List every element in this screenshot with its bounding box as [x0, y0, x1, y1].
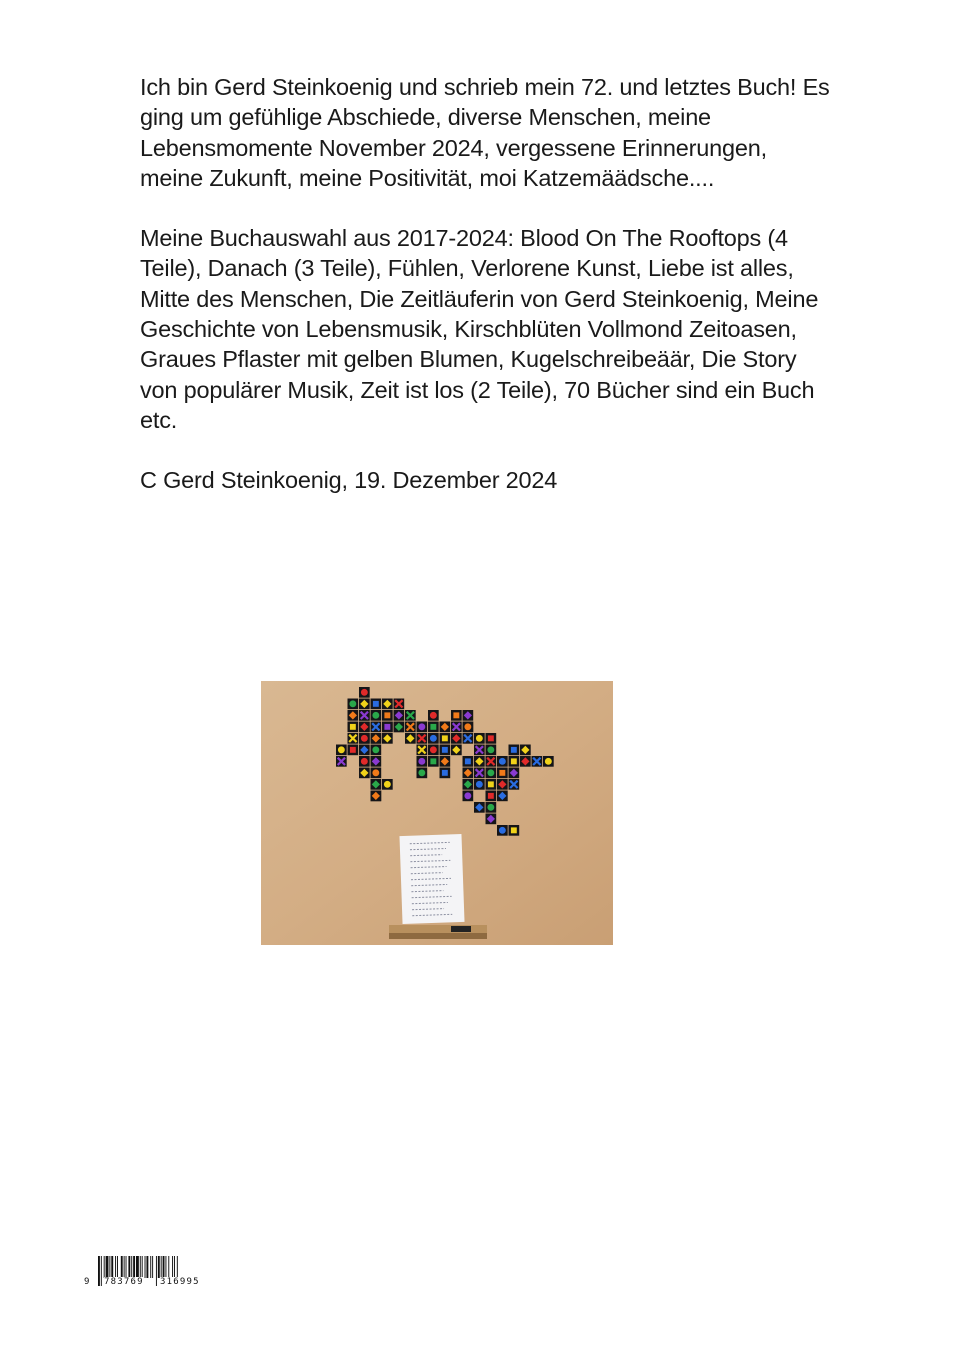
barcode-bar: [124, 1256, 125, 1278]
tile-symbol: [499, 770, 505, 776]
barcode-bar: [165, 1256, 166, 1278]
board-game-photo: [261, 681, 613, 945]
barcode-bar: [172, 1256, 173, 1278]
barcode-bar: [142, 1256, 143, 1278]
tile-symbol: [418, 769, 425, 776]
tile-symbol: [350, 747, 356, 753]
tile-symbol: [384, 724, 390, 730]
barcode-bar: [121, 1256, 123, 1278]
tile-symbol: [464, 792, 471, 799]
barcode-first-digit: 9: [84, 1277, 91, 1287]
tile-symbol: [442, 735, 448, 741]
score-card: [399, 834, 464, 924]
tile-symbol: [487, 769, 494, 776]
barcode-bar: [98, 1256, 100, 1286]
tile-symbol: [442, 747, 448, 753]
tile-symbol: [430, 712, 437, 719]
tile-symbol: [350, 724, 356, 730]
barcode-bar: [152, 1256, 153, 1278]
tile-symbol: [453, 712, 459, 718]
tile-symbol: [476, 781, 483, 788]
barcode-bar: [146, 1256, 148, 1278]
barcode-bar: [104, 1256, 105, 1278]
barcode-bar: [168, 1256, 169, 1278]
wooden-tile-holder: [389, 925, 487, 939]
tile-symbol: [488, 735, 494, 741]
tile-symbol: [488, 793, 494, 799]
tile-symbol: [361, 758, 368, 765]
barcode-bar: [111, 1256, 113, 1278]
barcode-bar: [136, 1256, 139, 1278]
tile-symbol: [545, 758, 552, 765]
barcode-bar: [131, 1256, 132, 1278]
tile-symbol: [464, 723, 471, 730]
tile-symbol: [499, 827, 506, 834]
tile-symbol: [476, 735, 483, 742]
tile-symbol: [361, 689, 368, 696]
tile-symbol: [465, 758, 471, 764]
tile-symbol: [488, 781, 494, 787]
tile-symbol: [418, 758, 425, 765]
barcode-bar: [101, 1256, 102, 1286]
tile-symbol: [372, 746, 379, 753]
barcode-bar: [126, 1256, 127, 1278]
tile-symbol: [430, 758, 436, 764]
barcode-bar: [133, 1256, 135, 1278]
barcode-bar: [161, 1256, 162, 1278]
barcode-bar: [158, 1256, 160, 1278]
tile-symbol: [384, 712, 390, 718]
tile-symbol: [442, 770, 448, 776]
barcode-bar: [156, 1256, 157, 1286]
tile-symbol: [384, 781, 391, 788]
barcode-bar: [115, 1256, 116, 1278]
barcode-bar: [174, 1256, 175, 1278]
tile-symbol: [338, 746, 345, 753]
tile-symbol: [487, 804, 494, 811]
book-list-paragraph: Meine Buchauswahl aus 2017-2024: Blood On The Rooftops (4 Teile), Danach (3 Teile), Fühlen, Verlorene Kunst, Liebe ist alles, Mitte des Menschen, Die Zeitläuferin von Gerd Steinkoenig, Meine Geschichte von Lebensmusik, Kirschblüten Vollmond Zeitoasen, Graues Pflaster mit gelben Blumen, Kugelschreibeäär, Die Story von populärer Musik, Zeit ist los (2 Teile), 70 Bücher sind ein Buch etc.: [140, 225, 819, 433]
tile-symbol: [430, 746, 437, 753]
tile-symbol: [361, 735, 368, 742]
tile-symbol: [430, 724, 436, 730]
copyright-line: C Gerd Steinkoenig, 19. Dezember 2024: [140, 467, 558, 494]
back-cover-text: [140, 72, 830, 526]
barcode-digits-group2: 316995: [160, 1277, 200, 1287]
tile-symbol: [511, 747, 517, 753]
barcode-digits-group1: 783769: [104, 1277, 144, 1287]
barcode-bar: [150, 1256, 151, 1278]
tile-symbol: [349, 700, 356, 707]
barcode-bar: [163, 1256, 165, 1278]
barcode-bar: [106, 1256, 109, 1278]
tile-symbol: [499, 758, 506, 765]
barcode-bar: [128, 1256, 130, 1278]
barcode-bar: [117, 1256, 118, 1278]
tile-symbol: [373, 701, 379, 707]
tile-symbol: [372, 769, 379, 776]
tile-symbol: [511, 827, 517, 833]
tile-symbol: [511, 758, 517, 764]
tile-symbol: [430, 735, 437, 742]
tile-symbol: [487, 746, 494, 753]
game-tiles-illustration: [261, 681, 613, 945]
barcode-bar: [140, 1256, 141, 1278]
intro-paragraph: Ich bin Gerd Steinkoenig und schrieb mein 72. und letztes Buch! Es ging um gefühlige Abschiede, diverse Menschen, meine Lebensmomente November 2024, vergessene Erinnerungen, meine Zukunft, meine Positivität, moi Katzemäädsche....: [140, 74, 830, 191]
barcode-bar: [109, 1256, 110, 1278]
barcode-bar: [145, 1256, 146, 1278]
tile-symbol: [418, 723, 425, 730]
barcode-bar: [177, 1256, 178, 1278]
tile-symbol: [372, 712, 379, 719]
